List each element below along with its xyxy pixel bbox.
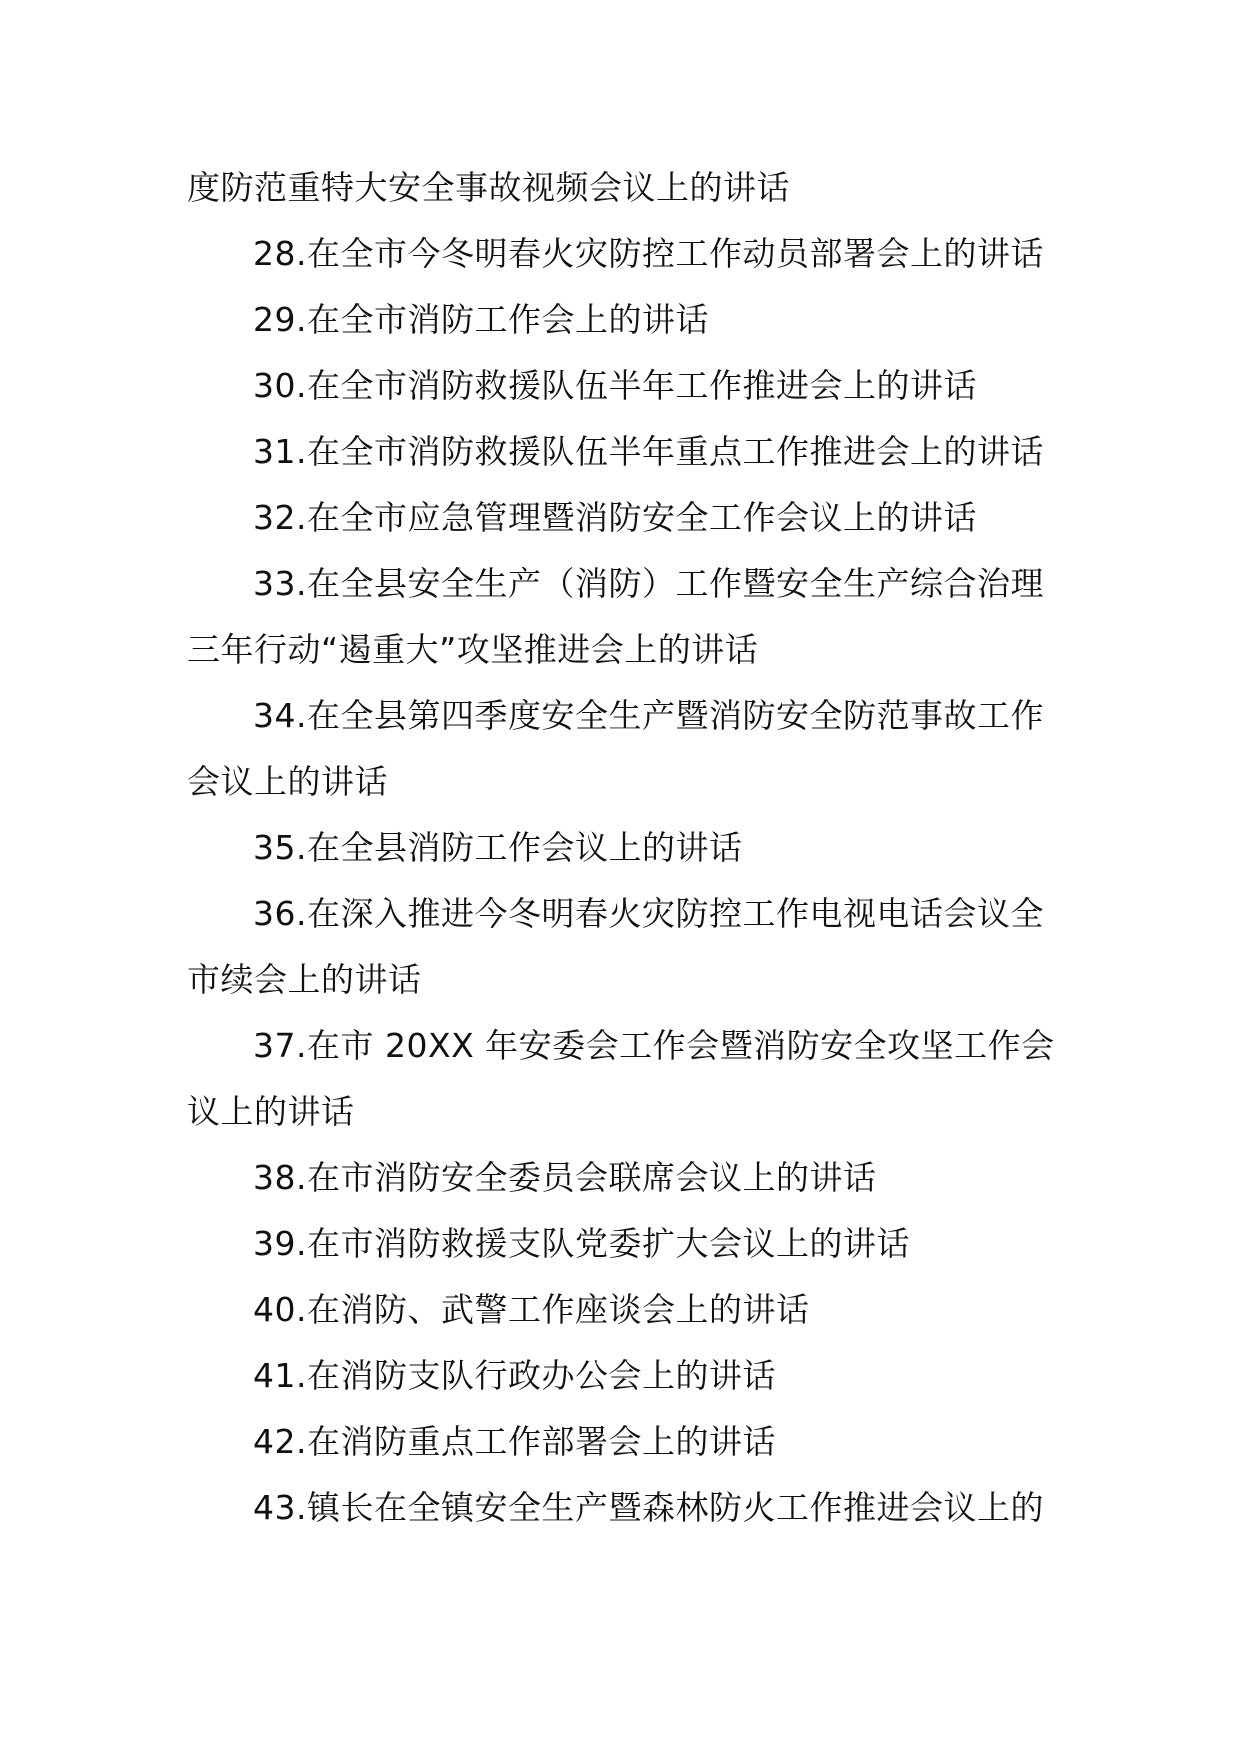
- list-item-36-continuation: 市续会上的讲话: [187, 960, 422, 999]
- list-item-28: 28.在全市今冬明春火灾防控工作动员部署会上的讲话: [253, 234, 1044, 273]
- list-item-33: 33.在全县安全生产（消防）工作暨安全生产综合治理: [253, 564, 1044, 603]
- list-item-37-continuation: 议上的讲话: [187, 1092, 355, 1131]
- list-item-42: 42.在消防重点工作部署会上的讲话: [253, 1422, 776, 1461]
- list-item-40: 40.在消防、武警工作座谈会上的讲话: [253, 1290, 810, 1329]
- list-item-38: 38.在市消防安全委员会联席会议上的讲话: [253, 1158, 877, 1197]
- list-item-35: 35.在全县消防工作会议上的讲话: [253, 828, 743, 867]
- list-item-39: 39.在市消防救援支队党委扩大会议上的讲话: [253, 1224, 910, 1263]
- list-item-36: 36.在深入推进今冬明春火灾防控工作电视电话会议全: [253, 894, 1044, 933]
- list-item-41: 41.在消防支队行政办公会上的讲话: [253, 1356, 776, 1395]
- text-line-1: 度防范重特大安全事故视频会议上的讲话: [187, 168, 790, 207]
- list-item-29: 29.在全市消防工作会上的讲话: [253, 300, 709, 339]
- list-item-30: 30.在全市消防救援队伍半年工作推进会上的讲话: [253, 366, 977, 405]
- list-item-32: 32.在全市应急管理暨消防安全工作会议上的讲话: [253, 498, 977, 537]
- list-item-33-continuation: 三年行动“遏重大”攻坚推进会上的讲话: [187, 630, 759, 669]
- list-item-34: 34.在全县第四季度安全生产暨消防安全防范事故工作: [253, 696, 1044, 735]
- list-item-34-continuation: 会议上的讲话: [187, 762, 388, 801]
- document-body: [187, 155, 1057, 1541]
- list-item-37: 37.在市 20XX 年安委会工作会暨消防安全攻坚工作会: [253, 1026, 1055, 1065]
- list-item-31: 31.在全市消防救援队伍半年重点工作推进会上的讲话: [253, 432, 1044, 471]
- list-item-43: 43.镇长在全镇安全生产暨森林防火工作推进会议上的: [253, 1488, 1044, 1527]
